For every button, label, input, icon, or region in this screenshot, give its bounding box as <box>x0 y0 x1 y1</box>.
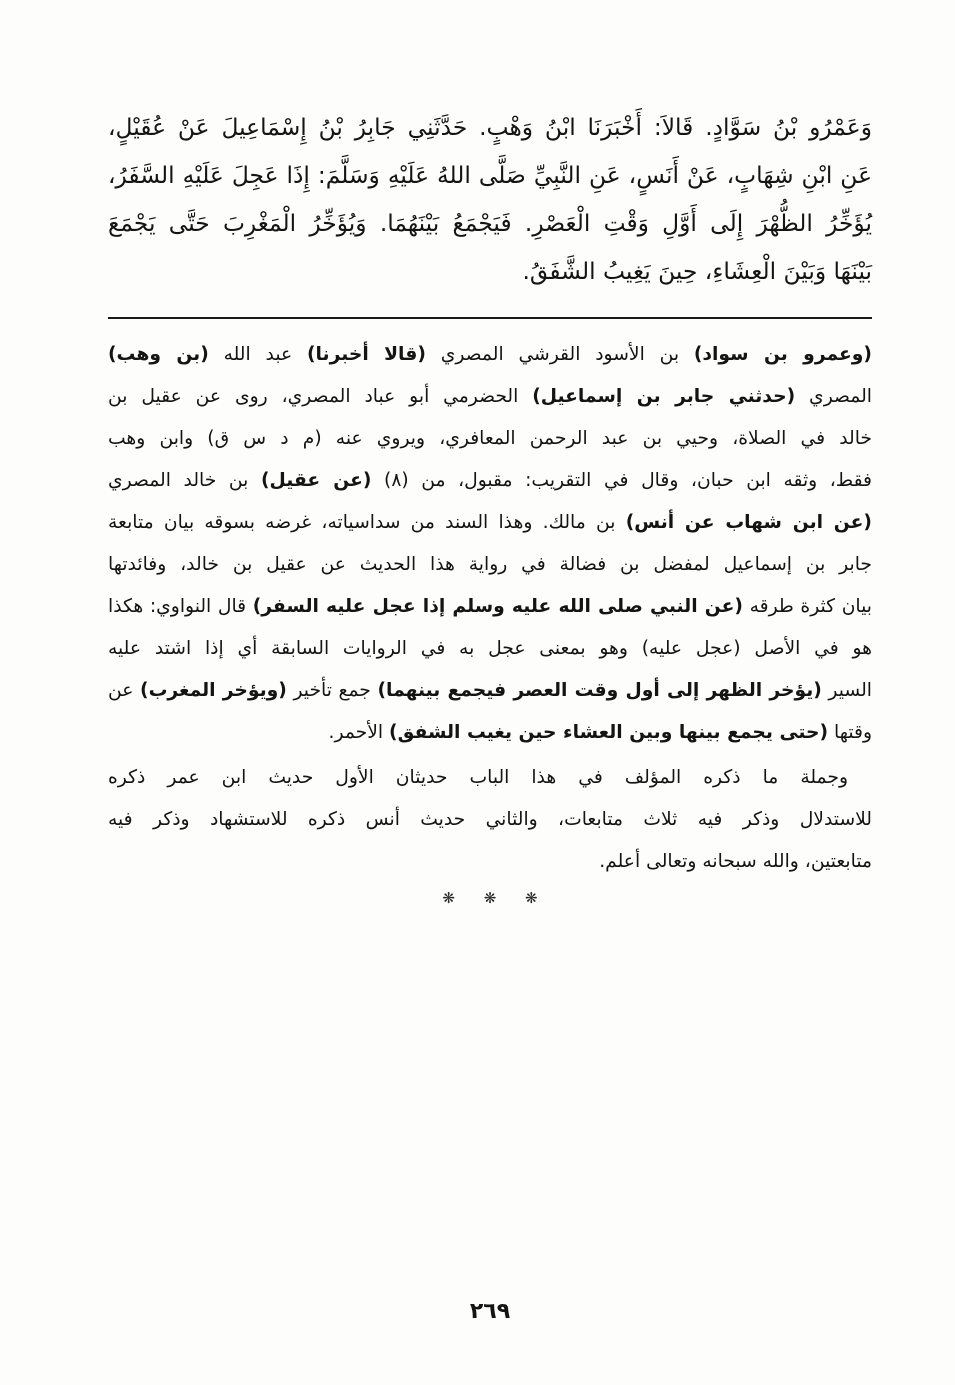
commentary-segment: وقتها <box>828 722 872 743</box>
commentary-segment: بن خالد المصري <box>108 470 261 491</box>
section-end-ornament: ❋ ❋ ❋ <box>442 889 538 907</box>
commentary-line-text <box>108 334 872 376</box>
commentary-segment: السير <box>821 680 872 701</box>
commentary-line-text <box>108 502 872 544</box>
commentary-line-text <box>108 757 848 799</box>
commentary-segment: (قالا أخبرنا) <box>306 344 426 365</box>
page-number: ٢٦٩ <box>469 1299 511 1324</box>
commentary-line-text <box>108 670 872 712</box>
commentary-line <box>108 418 872 460</box>
commentary-line <box>108 841 872 883</box>
commentary-line-text <box>329 712 872 754</box>
commentary-segment: عبد الله <box>208 344 307 365</box>
commentary-segment: (وعمرو بن سواد) <box>693 344 872 365</box>
commentary <box>108 334 872 883</box>
commentary-line <box>108 757 872 799</box>
commentary-segment: بيان كثرة طرقه <box>742 596 872 617</box>
commentary-segment: قال النواوي: هكذا <box>108 596 253 617</box>
commentary-line-text <box>108 376 872 418</box>
commentary-segment: (حدثني جابر بن إسماعيل) <box>532 386 796 407</box>
hadith-line-text: عَنِ ابْنِ شِهَابٍ، عَنْ أَنَسٍ، عَنِ النَّبِيِّ صَلَّى اللهُ عَلَيْهِ وَسَلَّمَ: إِذَا عَجِلَ عَلَيْهِ السَّفَرُ، <box>108 161 872 189</box>
hadith-line <box>108 103 872 151</box>
commentary-paragraph-2 <box>108 757 872 883</box>
commentary-line <box>108 376 872 418</box>
hadith-line-text: وَعَمْرُو بْنُ سَوَّادٍ. قَالاَ: أَخْبَرَنَا ابْنُ وَهْبٍ. حَدَّثَنِي جَابِرُ بْنُ إِسْمَاعِيلَ عَنْ عُقَيْلٍ، <box>108 113 872 141</box>
commentary-segment: بن مالك. وهذا السند من سداسياته، غرضه بسوقه بيان متابعة <box>108 512 626 533</box>
commentary-line <box>108 502 872 544</box>
hadith-text <box>108 103 872 295</box>
commentary-segment: خالد في الصلاة، وحيي بن عبد الرحمن المعافري، ويروي عنه (م د س ق) وابن وهب <box>108 428 872 449</box>
commentary-line <box>108 460 872 502</box>
commentary-segment: (بن وهب) <box>107 344 209 365</box>
commentary-line <box>108 544 872 586</box>
hadith-line-text: بَيْنَهَا وَبَيْنَ الْعِشَاءِ، حِينَ يَغِيبُ الشَّفَقُ. <box>522 257 872 285</box>
commentary-segment: فقط، وثقه ابن حبان، وقال في التقريب: مقبول، من (٨) <box>371 470 872 491</box>
commentary-line-text <box>108 460 872 502</box>
commentary-line <box>108 628 872 670</box>
commentary-segment: الحضرمي أبو عباد المصري، روى عن عقيل بن <box>108 386 533 407</box>
hadith-line <box>108 247 872 295</box>
commentary-segment: (عن النبي صلى الله عليه وسلم إذا عجل عليه السفر) <box>252 596 743 617</box>
commentary-line-text <box>108 586 872 628</box>
hadith-line <box>108 151 872 199</box>
commentary-segment: للاستدلال وذكر فيه ثلاث متابعات، والثاني حديث أنس ذكره للاستشهاد وذكر فيه <box>108 809 872 830</box>
commentary-line-text <box>108 628 872 670</box>
commentary-line <box>108 586 872 628</box>
commentary-segment: (يؤخر الظهر إلى أول وقت العصر فيجمع بينهما) <box>377 680 822 701</box>
commentary-segment: (عن ابن شهاب عن أنس) <box>625 512 872 533</box>
hadith-line <box>108 199 872 247</box>
commentary-segment: الأحمر. <box>328 722 390 743</box>
commentary-segment: بن الأسود القرشي المصري <box>425 344 694 365</box>
commentary-line-text <box>108 544 872 586</box>
commentary-line-text <box>108 799 872 841</box>
commentary-paragraph-1 <box>108 334 872 754</box>
separator-rule <box>108 317 872 319</box>
commentary-segment: (ويؤخر المغرب) <box>140 680 287 701</box>
commentary-line-text <box>108 418 872 460</box>
commentary-segment: عن <box>108 680 141 701</box>
commentary-segment: جمع تأخير <box>286 680 378 701</box>
commentary-segment: المصري <box>795 386 872 407</box>
commentary-segment: وجملة ما ذكره المؤلف في هذا الباب حديثان الأول حديث ابن عمر ذكره <box>108 767 848 788</box>
commentary-segment: هو في الأصل (عجل عليه) وهو بمعنى عجل به في الروايات السابقة أي إذا اشتد عليه <box>108 638 872 659</box>
commentary-segment: (حتى يجمع بينها وبين العشاء حين يغيب الشفق) <box>389 722 829 743</box>
commentary-line-text <box>599 841 872 883</box>
commentary-line <box>108 712 872 754</box>
commentary-line <box>108 799 872 841</box>
commentary-segment: (عن عقيل) <box>260 470 372 491</box>
commentary-line <box>108 670 872 712</box>
hadith-line-text: يُؤَخِّرُ الظُّهْرَ إِلَى أَوَّلِ وَقْتِ الْعَصْرِ. فَيَجْمَعُ بَيْنَهُمَا. وَيُؤَخِّرُ الْمَغْرِبَ حَتَّى يَجْمَعَ <box>108 209 872 237</box>
commentary-line <box>108 334 872 376</box>
commentary-segment: متابعتين، والله سبحانه وتعالى أعلم. <box>599 851 872 872</box>
commentary-segment: جابر بن إسماعيل لمفضل بن فضالة في رواية هذا الحديث عن عقيل بن خالد، وفائدتها <box>108 554 872 575</box>
